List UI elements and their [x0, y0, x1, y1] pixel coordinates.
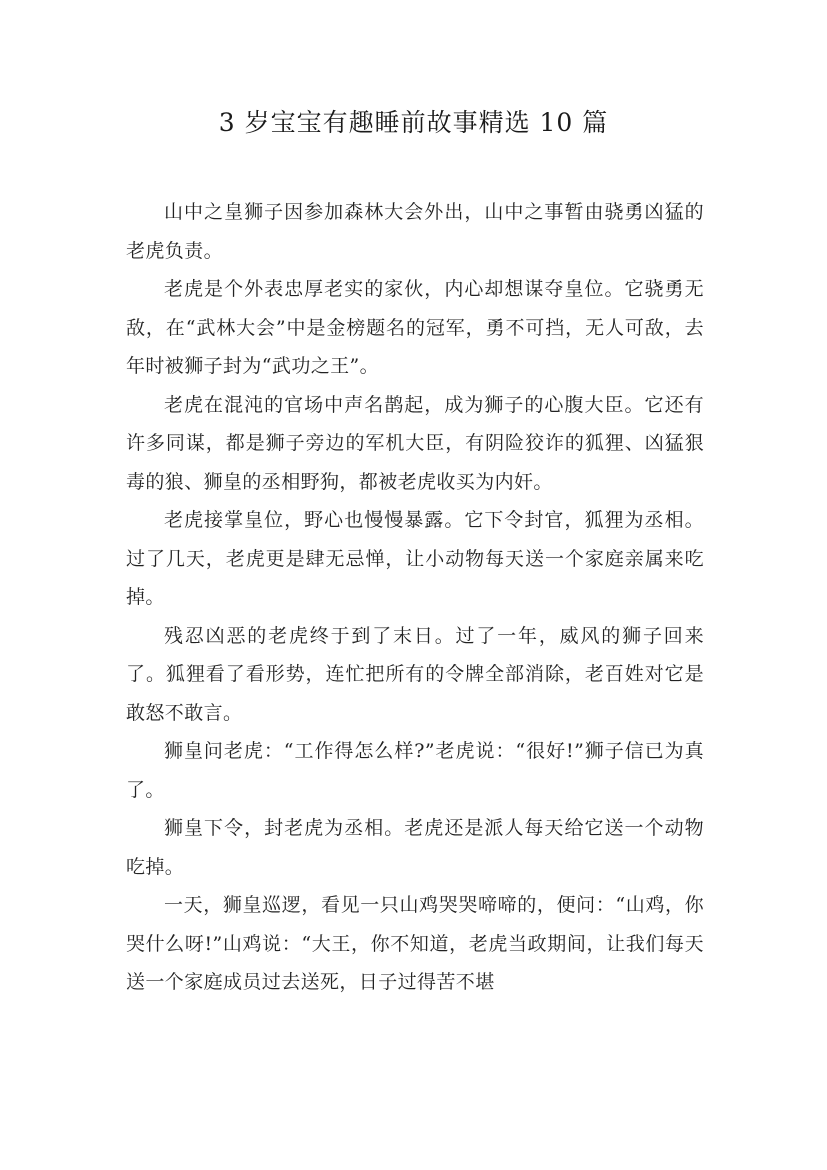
paragraph: 残忍凶恶的老虎终于到了末日。过了一年，威风的狮子回来了。狐狸看了看形势，连忙把所有的令牌全部消除，老百姓对它是敢怒不敢言。 [126, 624, 704, 724]
document-body [126, 193, 704, 1002]
paragraph: 老虎接掌皇位，野心也慢慢暴露。它下令封官，狐狸为丞相。过了几天，老虎更是肆无忌惮，让小动物每天送一个家庭亲属来吃掉。 [126, 509, 704, 608]
paragraph: 一天，狮皇巡逻，看见一只山鸡哭哭啼啼的，便问：“山鸡，你哭什么呀!”山鸡说：“大王，你不知道，老虎当政期间，让我们每天送一个家庭成员过去送死，日子过得苦不堪 [126, 894, 704, 993]
paragraph: 狮皇下令，封老虎为丞相。老虎还是派人每天给它送一个动物吃掉。 [126, 817, 704, 878]
paragraph: 老虎在混沌的官场中声名鹊起，成为狮子的心腹大臣。它还有许多同谋，都是狮子旁边的军机大臣，有阴险狡诈的狐狸、凶猛狠毒的狼、狮皇的丞相野狗，都被老虎收买为内奸。 [126, 393, 704, 493]
document-title: 3 岁宝宝有趣睡前故事精选 10 篇 [218, 108, 609, 137]
paragraph: 狮皇问老虎：“工作得怎么样?”老虎说：“很好!”狮子信已为真了。 [126, 740, 704, 801]
paragraph: 老虎是个外表忠厚老实的家伙，内心却想谋夺皇位。它骁勇无敌，在“武林大会”中是金榜题名的冠军，勇不可挡，无人可敌，去年时被狮子封为“武功之王”。 [126, 278, 704, 377]
paragraph: 山中之皇狮子因参加森林大会外出，山中之事暂由骁勇凶猛的老虎负责。 [126, 201, 704, 262]
